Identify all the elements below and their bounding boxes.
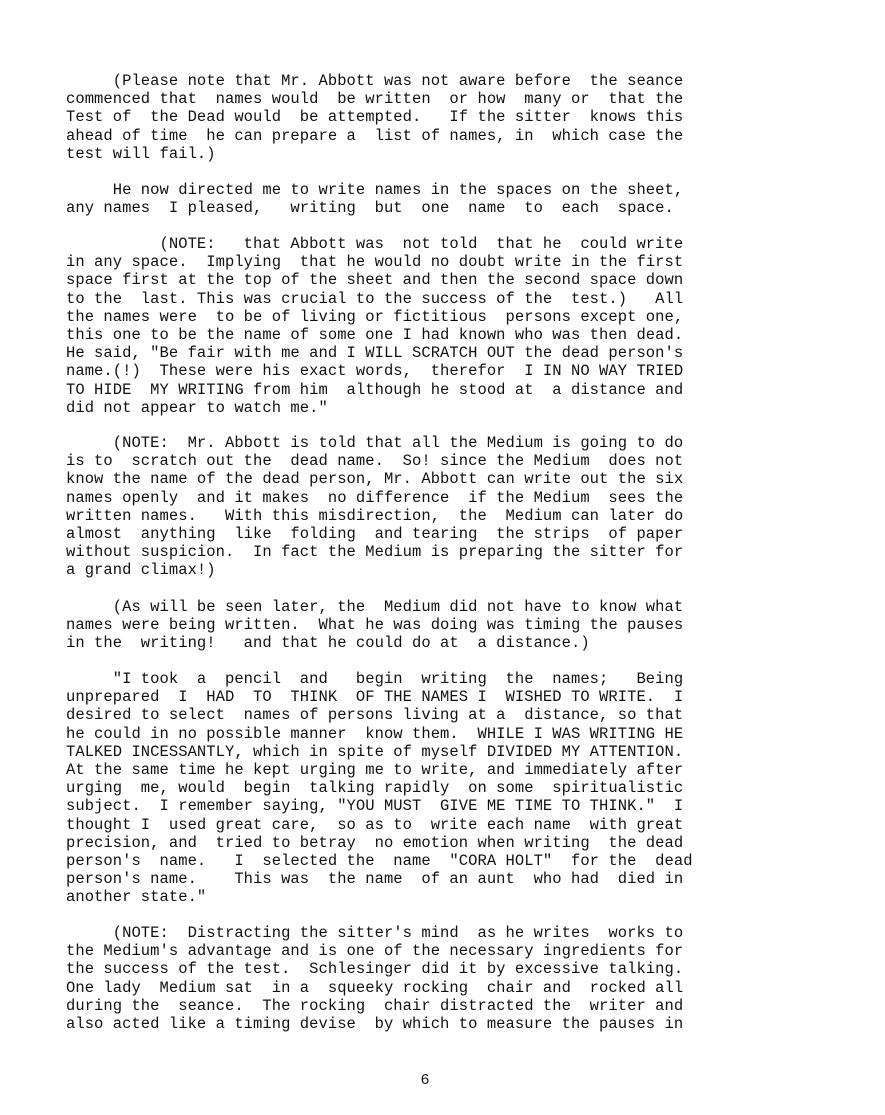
paragraph-note-scratch-out: (NOTE: Mr. Abbott is told that all the Medium is going to do is to scratch out the dead name. So! since the Medium does not know the name of the dead person, Mr. Abbott can write out the six names openly and it makes no difference if the Medium sees the written names. With this misdirection, the Medium can later do almost anything like folding and tearing the strips of paper without suspicion. In fact the Medium is preparing the sitter for a grand climax!) bbox=[66, 434, 684, 580]
paragraph-note-any-space: (NOTE: that Abbott was not told that he could write in any space. Implying that he would no doubt write in the first space first at the top of the sheet and then the second space down to the last. This was crucial to the success of the test.) All the names were to be of living or fictitious persons except one, this one to be the name of some one I had known who was then dead. He said, "Be fair with me and I WILL SCRATCH OUT the dead person's name.(!) These were his exact words, therefor I IN NO WAY TRIED TO HIDE MY WRITING from him although he stood at a distance and did not appear to watch me." bbox=[66, 235, 684, 417]
paragraph-abbott-not-aware: (Please note that Mr. Abbott was not aware before the seance commenced that names would be written or how many or that the Test of the Dead would be attempted. If the sitter knows this ahead of time he can prepare a list of names, in which case the test will fail.) bbox=[66, 72, 684, 163]
page-number: 6 bbox=[420, 1072, 430, 1089]
paragraph-writing-names-quote: "I took a pencil and begin writing the names; Being unprepared I HAD TO THINK OF THE NAMES I WISHED TO WRITE. I desired to select names of persons living at a distance, so that he could in no possible manner know them. WHILE I WAS WRITING HE TALKED INCESSANTLY, which in spite of myself DIVIDED MY ATTENTION. At the same time he kept urging me to write, and immediately after urging me, would begin talking rapidly on some spiritualistic subject. I remember saying, "YOU MUST GIVE ME TIME TO THINK." I thought I used great care, so as to write each name with great precision, and tried to betray no emotion when writing the dead person's name. I selected the name "CORA HOLT" for the dead person's name. This was the name of an aunt who had died in another state." bbox=[66, 670, 693, 907]
paragraph-note-distracting: (NOTE: Distracting the sitter's mind as he writes works to the Medium's advantage and is one of the necessary ingredients for the success of the test. Schlesinger did it by excessive talking. One lady Medium sat in a squeeky rocking chair and rocked all during the seance. The rocking chair distracted the writer and also acted like a timing devise by which to measure the pauses in bbox=[66, 924, 684, 1034]
paragraph-write-names: He now directed me to write names in the spaces on the sheet, any names I pleased, writing but one name to each space. bbox=[66, 181, 684, 218]
paragraph-timing-pauses: (As will be seen later, the Medium did not have to know what names were being written. What he was doing was timing the pauses in the writing! and that he could do at a distance.) bbox=[66, 598, 684, 653]
